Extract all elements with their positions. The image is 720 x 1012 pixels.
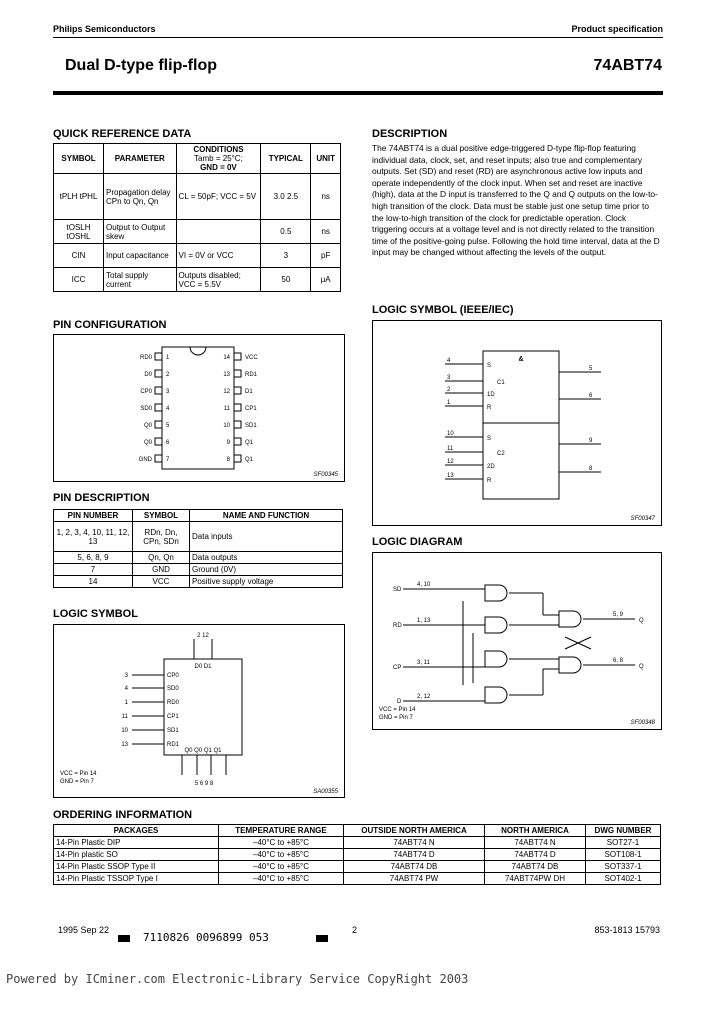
pin-label: Q0 — [143, 423, 152, 429]
pin-desc-col-pin: PIN NUMBER — [54, 510, 133, 522]
output-number: 6 — [589, 393, 593, 399]
pin-label: D1 — [245, 389, 253, 395]
ordering-cell: –40°C to +85°C — [219, 873, 344, 885]
pin-number: 5 — [166, 423, 170, 429]
figure-ref: SA00355 — [313, 789, 338, 795]
ordering-cell: SOT402-1 — [586, 873, 661, 885]
qrd-cond-line3: GND = 0V — [200, 163, 237, 172]
output-number: 9 — [589, 438, 593, 444]
qrd-heading: QUICK REFERENCE DATA — [53, 128, 192, 140]
right-pin-numbers — [223, 355, 230, 463]
table-row — [54, 564, 343, 576]
pin-config-heading: PIN CONFIGURATION — [53, 319, 167, 331]
pin-desc-cell: Qn, Qn — [133, 552, 190, 564]
input-pins: 1, 13 — [417, 618, 431, 624]
ordering-cell: 14-Pin Plastic DIP — [54, 837, 219, 849]
pin-desc-cell: Data inputs — [190, 522, 343, 552]
title-rule — [53, 91, 663, 95]
left-pin-labels — [139, 355, 153, 463]
output-number: 5 — [589, 366, 593, 372]
output-labels: Q0 Q0 Q1 Q1 — [184, 748, 222, 754]
output-number: 8 — [589, 466, 593, 472]
ordering-cell: 74ABT74 D — [344, 849, 485, 861]
qrd-cell: ns — [311, 174, 341, 220]
ieee-heading: LOGIC SYMBOL (IEEE/IEC) — [372, 304, 514, 316]
pin-number: 7 — [166, 457, 170, 463]
pin-desc-cell: 5, 6, 8, 9 — [54, 552, 133, 564]
output-numbers: 5 6 9 8 — [194, 781, 214, 787]
description-text: The 74ABT74 is a dual positive edge-triggered D-type flip-flop featuring individual data, clock, set, and reset inputs; also true and complementary outputs. Set (SD) and reset (RD) are asynchronous active low inputs and operate independently of the clock input. When set and reset are inactive (high), data at the D input is transferred to the Q and Q outputs on the low-to-high transition of the clock. Data must be stable just one setup time prior to the low-to-high transition of the clock for predictable operation. Clock triggering occurs at a voltage level and is not directly related to the transition time of the positive-going pulse. Following the hold time interval, data at the D input may be changed without affecting the levels of the output. — [372, 143, 660, 258]
input-label: SD1 — [167, 728, 179, 734]
input-number: 4 — [124, 686, 128, 692]
pin-desc-cell: VCC — [133, 576, 190, 588]
logic-symbol-diagram — [54, 625, 344, 797]
input-label: C2 — [497, 451, 505, 457]
part-number: 74ABT74 — [593, 57, 662, 74]
input-label: D — [397, 699, 402, 705]
qrd-cell: VI = 0V or VCC — [176, 244, 261, 268]
pin-desc-heading: PIN DESCRIPTION — [53, 492, 150, 504]
input-number: 11 — [121, 714, 128, 720]
company-name: Philips Semiconductors — [53, 24, 156, 34]
pin-label: SD1 — [245, 423, 257, 429]
pin-label: D0 — [144, 372, 152, 378]
nand-gates — [485, 585, 581, 703]
ordering-col: OUTSIDE NORTH AMERICA — [344, 825, 485, 837]
qrd-cell: ICC — [54, 268, 104, 292]
input-number: 1 — [124, 700, 128, 706]
ieee-output-numbers — [589, 366, 593, 472]
table-row — [54, 510, 343, 522]
pin-number: 14 — [223, 355, 230, 361]
qrd-cell: tPLH tPHL — [54, 174, 104, 220]
output-pins: 5, 9 — [613, 612, 624, 618]
logic-symbol-heading: LOGIC SYMBOL — [53, 608, 138, 620]
qrd-cell: μA — [311, 268, 341, 292]
vcc-note: VCC = Pin 14 — [379, 707, 416, 713]
input-number: 11 — [447, 446, 454, 452]
pin-label: RD0 — [139, 355, 152, 361]
table-row — [54, 220, 341, 244]
qrd-cell: Outputs disabled; VCC = 5.5V — [176, 268, 261, 292]
ordering-cell: SOT337-1 — [586, 861, 661, 873]
ordering-cell: 74ABT74 DB — [485, 861, 586, 873]
pin-desc-cell: 7 — [54, 564, 133, 576]
qrd-cond-line1: CONDITIONS — [193, 145, 244, 154]
input-number: 10 — [447, 431, 454, 437]
pin-number: 9 — [226, 440, 230, 446]
output-label: Q — [639, 664, 644, 670]
qrd-cell: Output to Output skew — [104, 220, 177, 244]
pin-number: 11 — [223, 406, 230, 412]
pin-desc-col-name: NAME AND FUNCTION — [190, 510, 343, 522]
pin-desc-cell: GND — [133, 564, 190, 576]
pin-label: CP0 — [140, 389, 152, 395]
logic-diagram-schematic — [373, 553, 661, 729]
pin-desc-cell: 14 — [54, 576, 133, 588]
qrd-cell: Total supply current — [104, 268, 177, 292]
gnd-note: GND = Pin 7 — [379, 715, 413, 721]
pin-number: 4 — [166, 406, 170, 412]
pin-desc-cell: Positive supply voltage — [190, 576, 343, 588]
pin-number: 12 — [223, 389, 230, 395]
ordering-col: DWG NUMBER — [586, 825, 661, 837]
ieee-figure — [372, 320, 662, 526]
input-label: RD — [393, 623, 402, 629]
pin-label: GND — [138, 457, 152, 463]
qrd-col-param: PARAMETER — [104, 144, 177, 174]
input-number: 12 — [447, 459, 454, 465]
input-label: 2D — [487, 464, 495, 470]
input-lines — [132, 675, 164, 744]
ordering-cell: 14-Pin Plastic SSOP Type II — [54, 861, 219, 873]
table-row — [54, 268, 341, 292]
ordering-cell: –40°C to +85°C — [219, 861, 344, 873]
input-label: CP0 — [167, 673, 179, 679]
top-pin-labels: D0 D1 — [194, 664, 212, 670]
logic-diagram-figure — [372, 552, 662, 730]
input-number: 10 — [121, 728, 128, 734]
ordering-table — [53, 824, 661, 885]
pin-desc-col-sym: SYMBOL — [133, 510, 190, 522]
qrd-cell: Propagation delay CPn to Qn, Qn — [104, 174, 177, 220]
output-labels — [613, 612, 644, 670]
input-number: 13 — [447, 473, 454, 479]
barcode-block-left — [118, 935, 130, 942]
pin-desc-cell: 1, 2, 3, 4, 10, 11, 12, 13 — [54, 522, 133, 552]
right-pin-stubs — [234, 353, 241, 462]
qrd-cell: 0.5 — [261, 220, 311, 244]
qrd-col-cond — [176, 144, 261, 174]
qrd-cell: pF — [311, 244, 341, 268]
input-number: 2 — [447, 387, 451, 393]
input-label: SD — [393, 587, 402, 593]
input-label: S — [487, 363, 492, 369]
table-row — [54, 825, 661, 837]
qrd-table — [53, 143, 341, 292]
pin-number: 6 — [166, 440, 170, 446]
powered-by: Powered by ICminer.com Electronic-Library Service CopyRight 2003 — [6, 972, 469, 986]
ordering-col: NORTH AMERICA — [485, 825, 586, 837]
description-heading: DESCRIPTION — [372, 128, 448, 140]
page-title: Dual D-type flip-flop — [65, 57, 217, 74]
doc-type: Product specification — [571, 24, 663, 34]
vcc-note: VCC = Pin 14 — [60, 771, 97, 777]
qrd-cell: CIN — [54, 244, 104, 268]
wires — [403, 589, 635, 701]
input-labels — [393, 582, 431, 705]
pin-number: 13 — [223, 372, 230, 378]
right-pin-labels — [245, 355, 258, 463]
header-rule — [53, 37, 663, 38]
input-label: R — [487, 478, 492, 484]
qrd-cell: 50 — [261, 268, 311, 292]
gnd-note: GND = Pin 7 — [60, 779, 94, 785]
footer-doc-number: 853-1813 15793 — [594, 925, 660, 935]
ordering-cell: –40°C to +85°C — [219, 837, 344, 849]
pin-label: Q1 — [245, 457, 254, 463]
ieee-input-numbers — [447, 358, 454, 479]
input-pins: 4, 10 — [417, 582, 431, 588]
qrd-cell: ns — [311, 220, 341, 244]
figure-ref: SF00347 — [630, 516, 655, 522]
ordering-cell: 74ABT74PW DH — [485, 873, 586, 885]
input-label: RD0 — [167, 700, 180, 706]
qrd-cell: 3 — [261, 244, 311, 268]
pin-config-figure — [53, 334, 345, 482]
barcode-block-right — [316, 935, 328, 942]
output-lines — [182, 755, 226, 775]
logic-diagram-heading: LOGIC DIAGRAM — [372, 536, 463, 548]
table-row — [54, 552, 343, 564]
ordering-cell: 14-Pin Plastic TSSOP Type I — [54, 873, 219, 885]
ordering-col: PACKAGES — [54, 825, 219, 837]
input-label: RD1 — [167, 742, 180, 748]
ieee-output-lines — [559, 372, 601, 472]
pin-label: Q0 — [143, 440, 152, 446]
qrd-cell: Input capacitance — [104, 244, 177, 268]
ordering-cell: 74ABT74 D — [485, 849, 586, 861]
ordering-cell: 14-Pin plastic SO — [54, 849, 219, 861]
input-number: 4 — [447, 358, 451, 364]
output-pins: 6, 8 — [613, 658, 624, 664]
ordering-cell: SOT108-1 — [586, 849, 661, 861]
footer-barcode: 7110826 0096899 053 — [143, 931, 269, 944]
footer-page: 2 — [352, 925, 358, 935]
qrd-cond-line2: Tamb = 25°C; — [194, 154, 243, 163]
qrd-col-unit: UNIT — [311, 144, 341, 174]
table-row — [54, 244, 341, 268]
input-label: R — [487, 405, 492, 411]
input-numbers — [121, 673, 128, 748]
table-row — [54, 873, 661, 885]
dip-package-diagram — [54, 335, 344, 481]
input-number: 3 — [124, 673, 128, 679]
ieee-symbol-diagram — [373, 321, 661, 525]
qrd-cell: CL = 50pF; VCC = 5V — [176, 174, 261, 220]
input-label: CP — [393, 665, 402, 671]
pin-label: SD0 — [140, 406, 152, 412]
input-pins: 2, 12 — [417, 694, 431, 700]
pin-number: 3 — [166, 389, 170, 395]
pin-number: 10 — [223, 423, 230, 429]
ordering-heading: ORDERING INFORMATION — [53, 809, 193, 821]
qrd-col-symbol: SYMBOL — [54, 144, 104, 174]
logic-symbol-figure — [53, 624, 345, 798]
ordering-col: TEMPERATURE RANGE — [219, 825, 344, 837]
pin-label: CP1 — [245, 406, 257, 412]
ordering-cell: 74ABT74 PW — [344, 873, 485, 885]
pin-desc-cell: Ground (0V) — [190, 564, 343, 576]
pin-desc-cell: Data outputs — [190, 552, 343, 564]
input-number: 1 — [447, 400, 451, 406]
pin-label: RD1 — [245, 372, 258, 378]
input-number: 3 — [447, 375, 451, 381]
input-pins: 3, 11 — [417, 660, 430, 666]
left-pin-stubs — [155, 353, 162, 462]
pin-number: 8 — [226, 457, 230, 463]
table-row — [54, 837, 661, 849]
input-label: C1 — [497, 380, 505, 386]
top-pin-numbers: 2 12 — [197, 633, 209, 639]
pin-desc-cell: RDn, Dn, CPn, SDn — [133, 522, 190, 552]
ordering-cell: 74ABT74 DB — [344, 861, 485, 873]
input-label: SD0 — [167, 686, 179, 692]
ordering-cell: 74ABT74 N — [485, 837, 586, 849]
pin-desc-table — [53, 509, 343, 588]
qrd-cell — [176, 220, 261, 244]
ordering-cell: –40°C to +85°C — [219, 849, 344, 861]
pin-number: 2 — [166, 372, 170, 378]
qrd-col-typ: TYPICAL — [261, 144, 311, 174]
figure-ref: SF00348 — [630, 720, 655, 726]
ordering-cell: 74ABT74 N — [344, 837, 485, 849]
and-sign: & — [518, 356, 524, 363]
qrd-cell: 3.0 2.5 — [261, 174, 311, 220]
input-label: 1D — [487, 392, 495, 398]
input-labels — [167, 673, 180, 748]
table-row — [54, 849, 661, 861]
table-row — [54, 861, 661, 873]
qrd-cell: tOSLH tOSHL — [54, 220, 104, 244]
input-number: 13 — [121, 742, 128, 748]
footer-date: 1995 Sep 22 — [58, 925, 110, 935]
input-label: CP1 — [167, 714, 179, 720]
output-label: Q — [639, 618, 644, 624]
pin-number: 1 — [166, 355, 170, 361]
pin-label: VCC — [245, 355, 258, 361]
table-row — [54, 522, 343, 552]
table-row — [54, 576, 343, 588]
ordering-cell: SOT27-1 — [586, 837, 661, 849]
table-row — [54, 174, 341, 220]
left-pin-numbers — [166, 355, 170, 463]
input-label: S — [487, 436, 492, 442]
pin-label: Q1 — [245, 440, 254, 446]
table-row — [54, 144, 341, 174]
figure-ref: SF00345 — [313, 472, 338, 478]
